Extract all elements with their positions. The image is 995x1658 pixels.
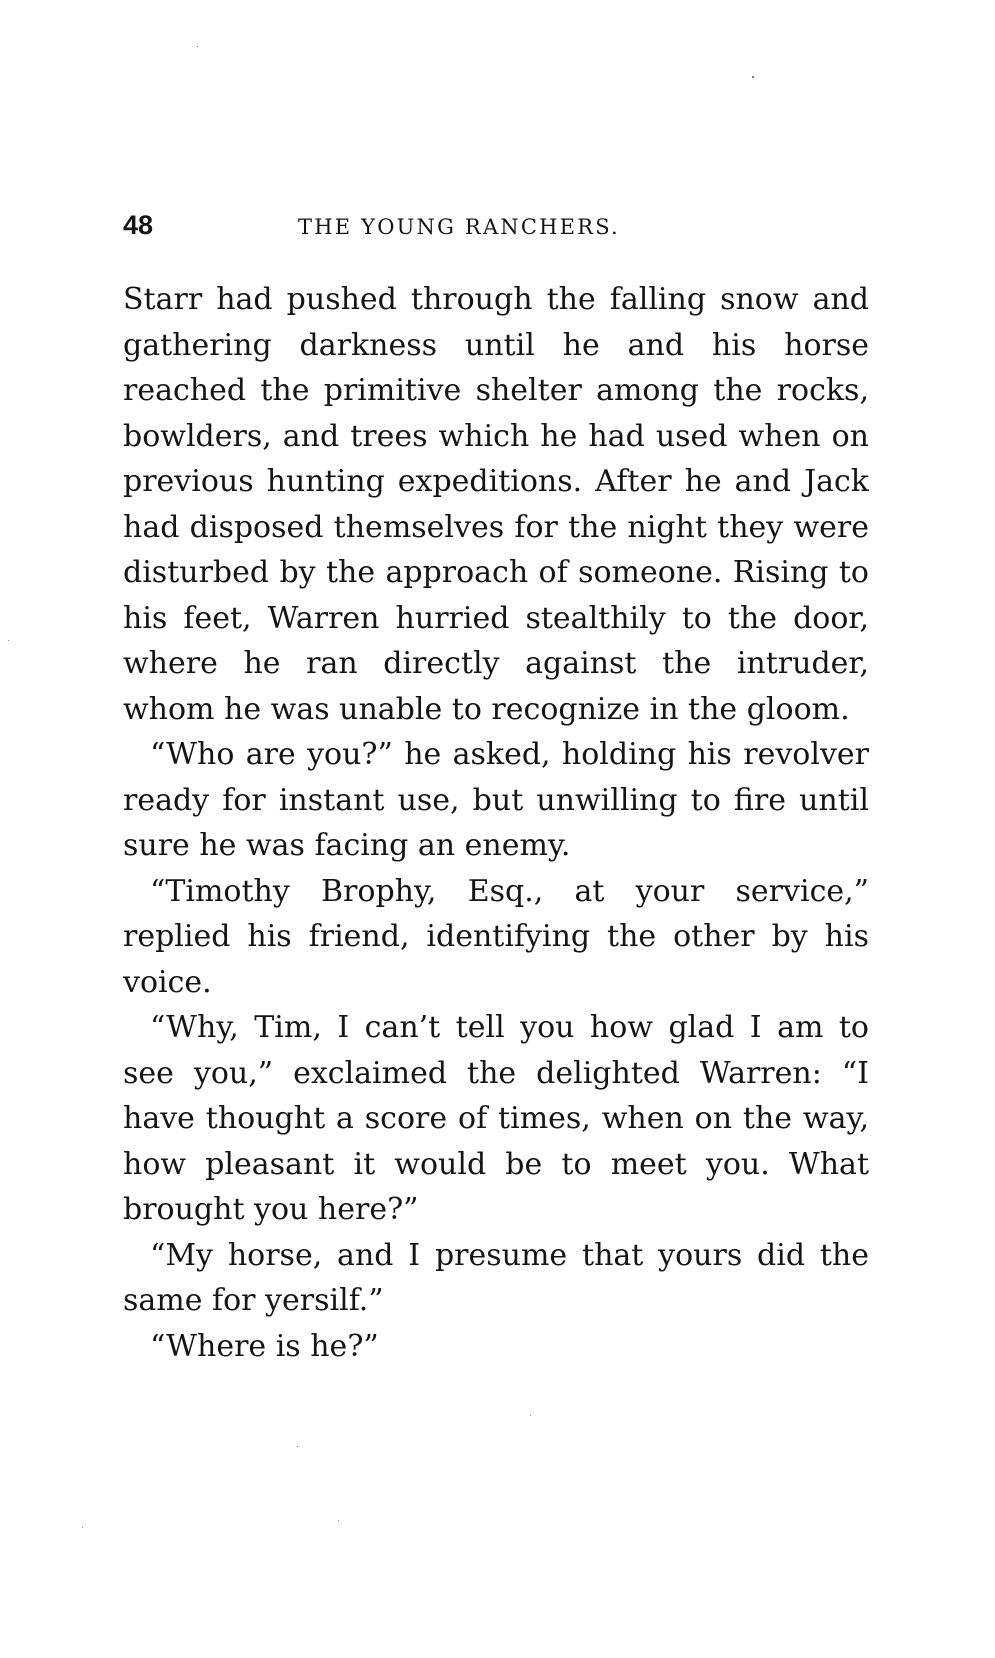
running-title: THE YOUNG RANCHERS. [298,215,620,239]
paragraph-5: “My horse, and I presume that yours did the same for yersilf.” [123,1237,869,1318]
page-number: 48 [123,210,154,240]
paragraph-4: “Why, Tim, I can’t tell you how glad I am to see you,” exclaimed the delighted Warren: “I have thought a score of times, when on the way, how pleasant it would be to meet you. What brought you here?” [123,1010,869,1227]
paragraph-1: Starr had pushed through the falling snow and gathering darkness until he and his horse reached the primitive shelter among the rocks, bowlders, and trees which he had used when on previous hunting expeditions. After he and Jack had disposed themselves for the night they were disturbed by the approach of someone. Rising to his feet, Warren hurried stealthily to the door, where he ran directly against the intruder, whom he was unable to recognize in the gloom. [123,282,869,727]
paragraph-2: “Who are you?” he asked, holding his revolver ready for instant use, but unwilling to fire until sure he was facing an enemy. [123,737,869,863]
page-header [123,210,863,250]
paragraph-6: “Where is he?” [150,1328,379,1364]
paragraph-3: “Timothy Brophy, Esq., at your service,” replied his friend, identifying the other by his voice. [123,873,869,1000]
page-body [123,277,869,1369]
